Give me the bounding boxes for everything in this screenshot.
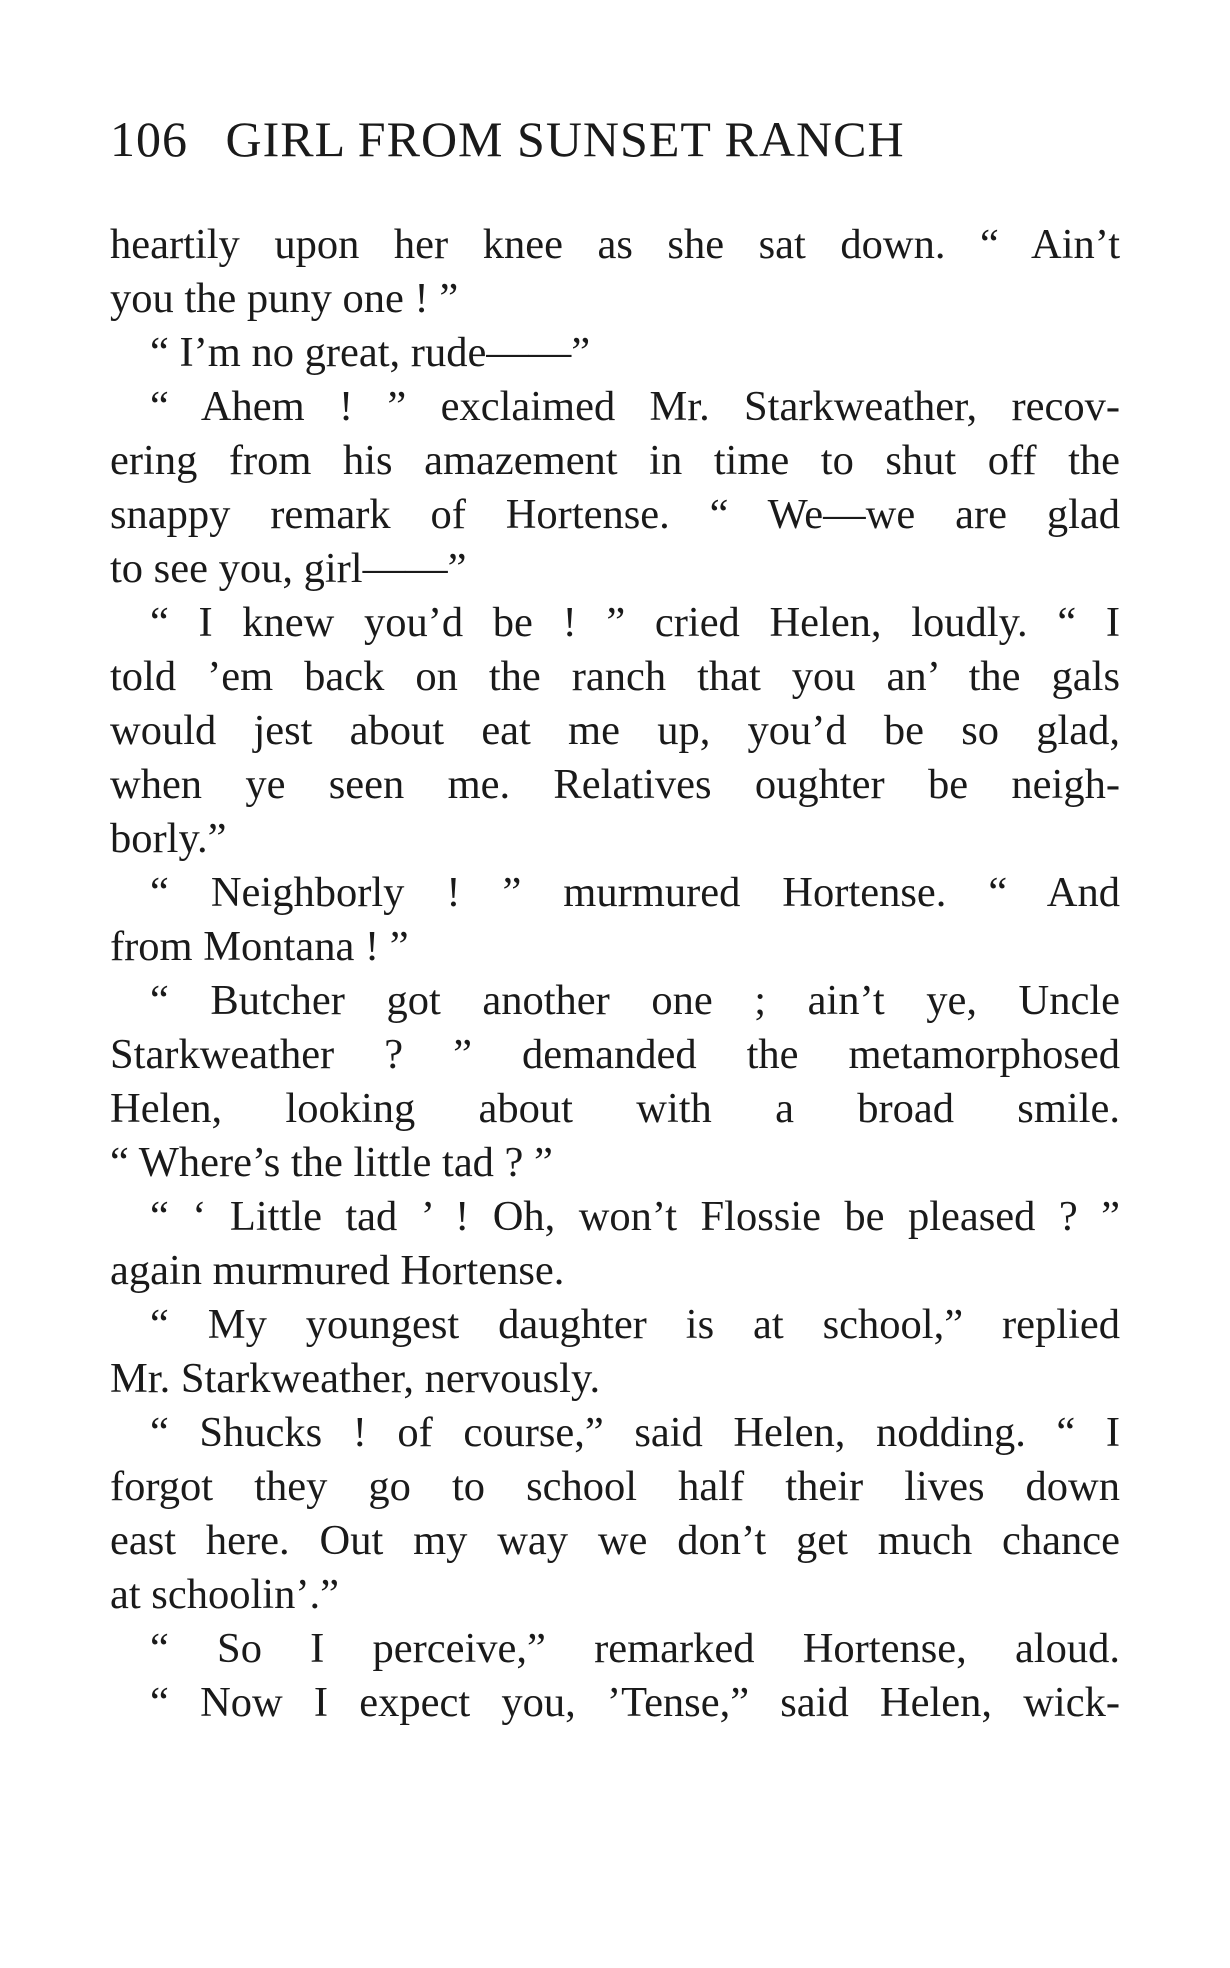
text-line: “ Butcher got another one ; ain’t ye, Uncle [150,977,1120,1024]
text-line: “ Where’s the little tad ? ” [110,1139,553,1186]
text-line: snappy remark of Hortense. “ We—we are glad [110,491,1120,538]
text-line: “ I knew you’d be ! ” cried Helen, loudly. “ I [150,599,1120,646]
text-line: heartily upon her knee as she sat down. “ Ain’t [110,221,1120,268]
running-title: GIRL FROM SUNSET RANCH [225,111,905,167]
text-line: at schoolin’.” [110,1571,339,1618]
text-line: Mr. Starkweather, nervously. [110,1355,601,1402]
text-line: when ye seen me. Relatives oughter be neigh- [110,761,1120,808]
text-line: told ’em back on the ranch that you an’ the gals [110,653,1120,700]
text-line: you the puny one ! ” [110,275,459,322]
text-line: from Montana ! ” [110,923,409,970]
text-line: “ Shucks ! of course,” said Helen, nodding. “ I [150,1409,1120,1456]
page-header [110,110,1120,180]
page-number: 106 [110,111,188,167]
text-line: “ Ahem ! ” exclaimed Mr. Starkweather, recov- [150,383,1120,430]
text-line: borly.” [110,815,227,862]
body-text [110,218,1120,1730]
text-line: “ Now I expect you, ’Tense,” said Helen, wick- [150,1679,1120,1726]
text-line: Helen, looking about with a broad smile. [110,1085,1120,1132]
text-line: Starkweather ? ” demanded the metamorphosed [110,1031,1120,1078]
text-line: ering from his amazement in time to shut off the [110,437,1120,484]
text-line: forgot they go to school half their lives down [110,1463,1120,1510]
text-line: “ Neighborly ! ” murmured Hortense. “ And [150,869,1120,916]
text-line: “ My youngest daughter is at school,” replied [150,1301,1120,1348]
text-line: east here. Out my way we don’t get much chance [110,1517,1120,1564]
text-line: “ I’m no great, rude——” [150,329,591,376]
text-line: again murmured Hortense. [110,1247,565,1294]
text-line: to see you, girl——” [110,545,467,592]
text-line: “ So I perceive,” remarked Hortense, aloud. [150,1625,1120,1672]
text-line: would jest about eat me up, you’d be so glad, [110,707,1120,754]
text-line: “ ‘ Little tad ’ ! Oh, won’t Flossie be pleased ? ” [150,1193,1120,1240]
